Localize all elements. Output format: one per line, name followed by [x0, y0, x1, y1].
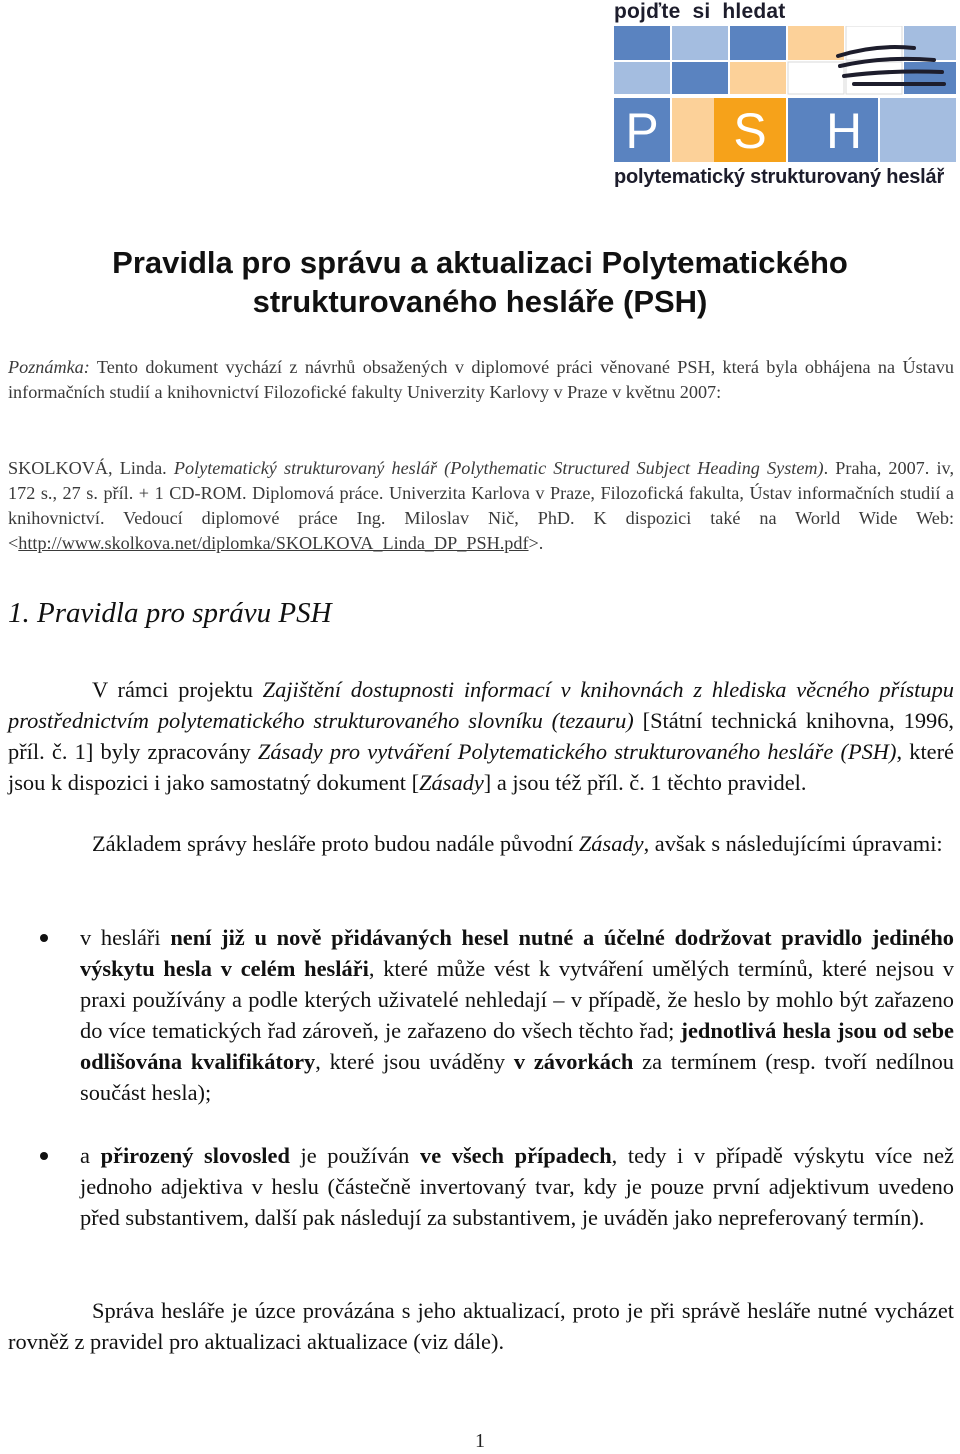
note-text: Tento dokument vychází z návrhů obsažených v diplomové práci věnované PSH, která byla obhájena na Ústavu informačních studií a knihovnictví Filozofické fakulty Univerzity Karlovy v Praze v květnu 2007: [8, 357, 954, 402]
p1-text: , které jsou k dispozici i jako samostatný dokument [ [8, 739, 954, 795]
p2-rules-ref: Zásady [578, 831, 644, 856]
text-run: a [80, 1143, 101, 1168]
p2-text: Základem správy hesláře proto budou nadále původní [92, 831, 579, 856]
list-item-text [80, 922, 954, 1108]
logo-tagline-word: pojďte [614, 0, 681, 23]
logo-letter-p: P [625, 103, 659, 159]
text-run: je používán [289, 1143, 421, 1168]
logo-cell [614, 62, 670, 94]
logo-tagline-word: si [692, 0, 711, 23]
logo-cell [788, 26, 844, 60]
p1-rules-ref: Zásady [419, 770, 484, 795]
logo-cell [788, 62, 844, 94]
text-run: v hesláři [80, 925, 171, 950]
document-title-line-2: strukturovaného hesláře (PSH) [252, 284, 708, 319]
bold-run: není již u nově přidávaných hesel nutné a účelné dodržovat pravidlo jediného výskytu hesla v celém hesláři [80, 925, 954, 981]
paragraph-maintenance [8, 1295, 954, 1357]
list-item-text [80, 1140, 954, 1233]
section-heading: 1. Pravidla pro správu PSH [8, 597, 332, 629]
logo-caption-word: polytematický [614, 166, 745, 188]
logo-cell [846, 26, 902, 60]
logo-tagline [614, 0, 785, 24]
bold-run: přirozený slovosled [100, 1143, 290, 1168]
note-paragraph [8, 355, 954, 405]
logo-letter-s: S [733, 103, 767, 159]
paragraph-basis [8, 828, 954, 859]
bold-run: ve všech případech [420, 1143, 612, 1168]
logo-cell [672, 26, 728, 60]
text-run: za termínem (resp. tvoří nedílnou součást hesla); [80, 1049, 954, 1105]
reference-title: Polytematický strukturovaný heslář (Polythematic Structured Subject Heading System) [173, 458, 824, 478]
logo-letter-h: H [825, 103, 863, 159]
bullet-icon [40, 1152, 48, 1160]
bibliographic-reference [8, 456, 954, 556]
p1-text: ] a jsou též příl. č. 1 těchto pravidel. [483, 770, 807, 795]
text-run: , které jsou uváděny [315, 1049, 514, 1074]
logo-cell [846, 62, 902, 94]
logo-cell [614, 26, 670, 60]
bullet-icon [40, 934, 48, 942]
paragraph-project [8, 674, 954, 798]
logo-cell [730, 26, 786, 60]
text-run: , tedy i v případě výskytu více než jednoho adjektiva v heslu (částečně invertovaný tvar, kdy je pouze první adjektivum uvedeno před substantivem, další pak následují za substantivem, je uváděn jako nepreferovaný termín). [80, 1143, 954, 1230]
logo-caption-word: strukturovaný [750, 166, 881, 188]
reference-url-link[interactable]: http://www.skolkova.net/diplomka/SKOLKOVA_Linda_DP_PSH.pdf [18, 533, 529, 553]
logo-tagline-word: hledat [722, 0, 786, 23]
bold-run: v závorkách [513, 1049, 634, 1074]
logo-cell [880, 98, 956, 162]
psh-logo [612, 0, 958, 196]
reference-author: SKOLKOVÁ, Linda. [8, 458, 174, 478]
p1-text: [Státní technická knihovna, 1996, příl. č. 1] byly zpracovány [8, 708, 955, 764]
p2-text: , avšak s následujícími úpravami: [643, 831, 943, 856]
bold-run: jednotlivá hesla jsou od sebe odlišována kvalifikátory [80, 1018, 954, 1074]
note-label: Poznámka: [8, 357, 90, 377]
p3-text: Správa hesláře je úzce provázána s jeho aktualizací, proto je při správě hesláře nutné vycházet rovněž z pravidel pro aktualizaci aktualizace (viz dále). [8, 1298, 954, 1354]
logo-grid [614, 26, 956, 164]
p1-text: V rámci projektu [92, 677, 263, 702]
page-number: 1 [475, 1430, 485, 1452]
logo-cell [904, 62, 956, 94]
p1-project-title: Zajištění dostupnosti informací v knihovnách z hlediska věcného přístupu prostřednictvím polytematického strukturovaného slovníku (tezauru) [8, 677, 954, 733]
logo-caption-word: heslář [886, 166, 945, 188]
logo-cell [904, 26, 956, 60]
p1-rules-title: Zásady pro vytváření Polytematického strukturovaného hesláře (PSH) [257, 739, 897, 764]
text-run: , které může vést k vytváření umělých termínů, které nejsou v praxi používány a podle kterých uživatelé nehledají – v případě, že heslo by mohlo být zařazeno do více tematických řad zároveň, je zařazeno do všech těchto řad; [80, 956, 954, 1043]
reference-details: . Praha, 2007. iv, 172 s., 27 s. příl. + 1 CD-ROM. Diplomová práce. Univerzita Karlova v Praze, Filozofická fakulta, Ústav informačních studií a knihovnictví. Vedoucí diplomové práce Ing. Miloslav Nič, PhD. K dispozici také na World Wide Web: < [8, 458, 954, 553]
logo-cell [672, 62, 728, 94]
logo-caption [614, 166, 944, 189]
reference-end: >. [528, 533, 544, 553]
document-title-line-1: Pravidla pro správu a aktualizaci Polytematického [112, 245, 848, 280]
logo-cell [730, 62, 786, 94]
